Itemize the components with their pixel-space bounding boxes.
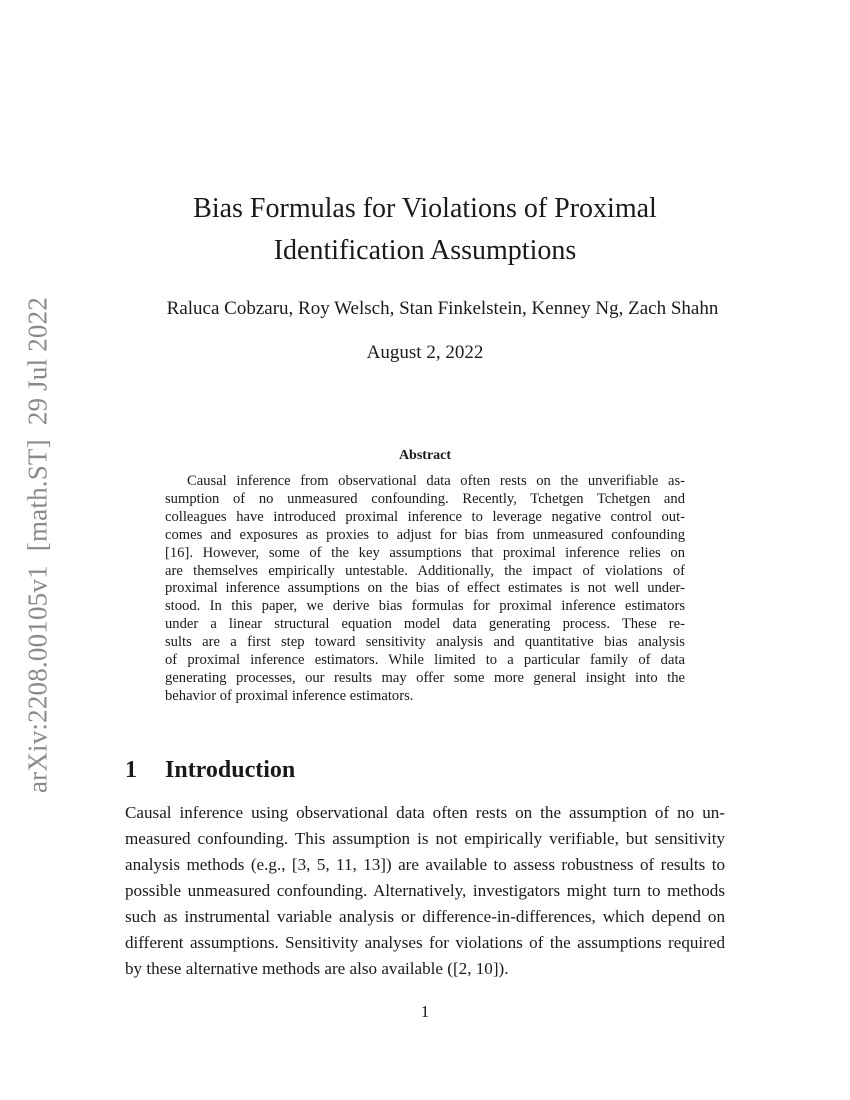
page-number: 1 <box>420 1002 430 1021</box>
abstract-line: [16]. However, some of the key assumptions that proximal inference relies on <box>165 544 685 561</box>
abstract-line: sumption of no unmeasured confounding. Recently, Tchetgen Tchetgen and <box>165 490 685 507</box>
abstract-heading: Abstract <box>398 448 452 463</box>
abstract-line: generating processes, our results may offer some more general insight into the <box>165 669 685 686</box>
paper-title <box>0 188 850 272</box>
section-heading-introduction <box>125 755 295 785</box>
arxiv-identifier-stamp <box>23 290 54 800</box>
intro-line: possible unmeasured confounding. Alternatively, investigators might turn to methods <box>125 881 725 900</box>
author-list: Raluca Cobzaru, Roy Welsch, Stan Finkelstein, Kenney Ng, Zach Shahn <box>166 298 719 319</box>
intro-line: by these alternative methods are also available ([2, 10]). <box>125 959 509 978</box>
introduction-body <box>125 800 725 982</box>
title-line-2: Identification Assumptions <box>273 235 577 266</box>
abstract-line: stood. In this paper, we derive bias formulas for proximal inference estimators <box>165 598 685 615</box>
abstract-line: proximal inference assumptions on the bias of effect estimates is not well under- <box>165 580 685 597</box>
abstract-line: under a linear structural equation model data generating process. These re- <box>165 616 685 633</box>
abstract-line: colleagues have introduced proximal inference to leverage negative control out- <box>165 508 685 525</box>
section-title: Introduction <box>165 757 296 783</box>
intro-line: different assumptions. Sensitivity analyses for violations of the assumptions required <box>125 933 725 952</box>
arxiv-id: arXiv:2208.00105v1 <box>22 565 53 794</box>
arxiv-date: 29 Jul 2022 <box>22 296 53 426</box>
abstract-line: Causal inference from observational data often rests on the unverifiable as- <box>187 473 685 489</box>
abstract-line: behavior of proximal inference estimators. <box>165 687 414 704</box>
intro-line: such as instrumental variable analysis or difference-in-differences, which depend on <box>125 907 725 926</box>
intro-line: measured confounding. This assumption is not empirically verifiable, but sensitivity <box>125 829 725 848</box>
abstract-line: are themselves empirically untestable. Additionally, the impact of violations of <box>165 562 685 579</box>
publication-date: August 2, 2022 <box>366 342 484 363</box>
section-number: 1 <box>125 757 137 783</box>
arxiv-category: [math.ST] <box>22 439 53 552</box>
abstract-line: of proximal inference estimators. While limited to a particular family of data <box>165 652 685 669</box>
abstract-line: comes and exposures as proxies to adjust for bias from unmeasured confounding <box>165 526 685 543</box>
intro-line: analysis methods (e.g., [3, 5, 11, 13]) are available to assess robustness of results to <box>125 855 725 874</box>
abstract-line: sults are a first step toward sensitivity analysis and quantitative bias analysis <box>165 634 685 651</box>
abstract-body <box>165 473 685 706</box>
title-line-1: Bias Formulas for Violations of Proximal <box>193 193 657 224</box>
intro-line: Causal inference using observational data often rests on the assumption of no un- <box>125 803 725 822</box>
